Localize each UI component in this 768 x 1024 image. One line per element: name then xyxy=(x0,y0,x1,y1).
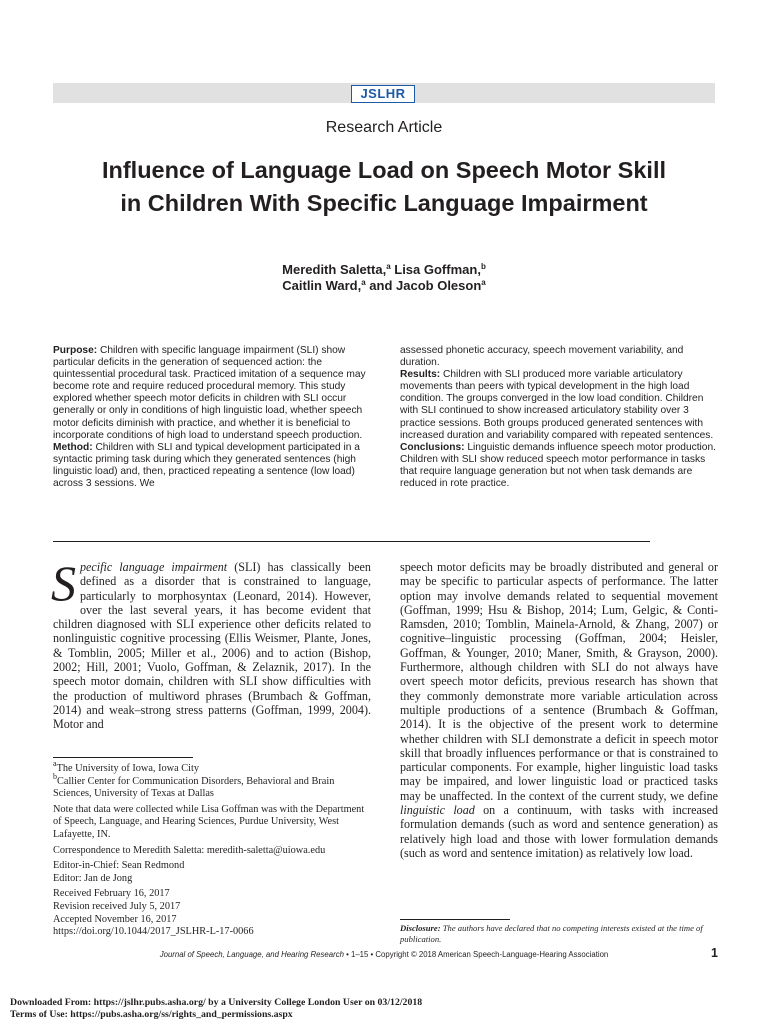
author-oleson: and Jacob Oleson xyxy=(365,278,482,293)
footnotes xyxy=(53,759,371,942)
page-number: 1 xyxy=(711,946,718,960)
affiliation-mark: a xyxy=(361,278,366,287)
abstract-conclusions xyxy=(400,442,718,490)
body-italic-term: linguistic load xyxy=(400,803,475,818)
affiliation-text: Callier Center for Communication Disorders, Behavioral and Brain Sciences, University of Texas at Dallas xyxy=(53,775,335,800)
journal-badge: JSLHR xyxy=(351,85,415,103)
abstract-method xyxy=(53,442,371,490)
disclosure-text: The authors have declared that no competing interests existed at the time of publication. xyxy=(400,923,703,944)
editors xyxy=(53,860,371,885)
footnote-rule xyxy=(53,757,193,758)
editor-in-chief: Editor-in-Chief: Sean Redmond xyxy=(53,860,185,872)
purpose-text: Children with specific language impairment (SLI) show particular deficits in the generation of sequenced action: the quintessential procedural task. Practiced imitation of a sequence may become rote and require reduced procedural memory. This study explored whether speech motor deficits in children with SLI occur generally or only in conditions of high linguistic load, whether speech motor deficits diminish with practice, and whether it is beneficial to incorporate conditions of high load to understand speech production. xyxy=(53,345,366,441)
accepted-date: Accepted November 16, 2017 xyxy=(53,913,177,925)
method-label: Method: xyxy=(53,441,93,453)
data-collection-note: Note that data were collected while Lisa Goffman was with the Department of Speech, Language, and Hearing Sciences, Purdue University, West Lafayette, IN. xyxy=(53,803,365,840)
method-text: Children with SLI and typical development participated in a syntactic priming task during which they generated sentences (high linguistic load) and, then, practiced repeating a sentence (low load) across 3 sessions. We xyxy=(53,441,360,490)
abstract-method-continued: assessed phonetic accuracy, speech movement variability, and duration. xyxy=(400,345,684,369)
disclosure xyxy=(400,923,718,945)
results-text: Children with SLI produced more variable articulatory movements than peers with typical development in the high load condition. The groups converged in the low load condition. Children with SLI continued to show increased articulatory stability over 3 practice sessions. Both groups produced generated sentences with increased duration and variability compared with repeated sentences. xyxy=(400,369,714,441)
affiliation-text: The University of Iowa, Iowa City xyxy=(56,763,199,774)
body-left-column xyxy=(51,555,371,732)
drop-cap: S xyxy=(51,555,76,611)
received-date: Received February 16, 2017 xyxy=(53,888,170,900)
body-italic-term: pecific language impairment xyxy=(80,560,228,574)
terms-of-use[interactable]: Terms of Use: https://pubs.asha.org/ss/rights_and_permissions.aspx xyxy=(10,1009,293,1020)
affiliation-mark: b xyxy=(53,771,57,781)
purpose-label: Purpose: xyxy=(53,345,98,356)
affiliation-mark: a xyxy=(53,759,57,768)
author-goffman: Lisa Goffman, xyxy=(390,262,481,277)
body-text: (SLI) has classically been defined as a disorder that is constrained to language, particularly to morphosyntax (Leonard, 2014). However, over the last several years, it has become evident that children diagnosed with SLI experience other deficits related to nonlinguistic cognitive processing (Ellis Weismer, Plante, Jones, & Tomblin, 2005; Miller et al., 2006) and to action (Bishop, 2002; Hill, 2001; Vuolo, Goffman, & Zelaznik, 2017). In the speech motor domain, children with SLI show difficulties with the production of multiword phrases (Brumbach & Goffman, 2014) and weak–strong stress patterns (Goffman, 1999, 2004). Motor and xyxy=(53,560,371,732)
revision-date: Revision received July 5, 2017 xyxy=(53,900,181,912)
journal-name: Journal of Speech, Language, and Hearing Research xyxy=(159,950,344,959)
affiliation-mark: a xyxy=(386,262,391,271)
doi-link[interactable]: https://doi.org/10.1044/2017_JSLHR-L-17-0066 xyxy=(53,926,254,938)
affiliation-mark: b xyxy=(480,262,486,271)
body-paragraph xyxy=(400,560,718,860)
results-label: Results: xyxy=(400,369,441,381)
abstract-purpose xyxy=(53,345,371,442)
abstract-left-column xyxy=(53,345,371,490)
abstract-right-column xyxy=(400,345,718,490)
article-type: Research Article xyxy=(325,119,443,136)
download-notice xyxy=(10,997,422,1021)
conclusions-label: Conclusions: xyxy=(400,441,465,453)
article-title: Influence of Language Load on Speech Motor Skill in Children With Specific Language Impairment xyxy=(101,157,667,216)
disclosure-rule xyxy=(400,919,510,920)
running-footer xyxy=(0,950,768,959)
abstract-results xyxy=(400,369,718,442)
copyright-line: • 1–15 • Copyright © 2018 American Speech-Language-Hearing Association xyxy=(343,950,609,959)
author-ward: Caitlin Ward, xyxy=(282,278,362,293)
conclusions-text: Linguistic demands influence speech motor production. Children with SLI show reduced speech motor performance in tasks that require language generation but not when task demands are reduced in rote practice. xyxy=(400,441,716,490)
editor: Editor: Jan de Jong xyxy=(53,872,133,884)
author-saletta: Meredith Saletta, xyxy=(282,262,387,277)
abstract-divider xyxy=(53,541,650,542)
body-right-column xyxy=(400,560,718,860)
body-paragraph xyxy=(51,555,371,732)
body-text: on a continuum, with tasks with increased formulation demands (such as word and sentence generation) as relatively high load and those with lower formulation demands (such as word and sentence imitation) as relatively low load. xyxy=(400,803,718,860)
disclosure-label: Disclosure: xyxy=(400,923,441,933)
affiliation-a xyxy=(53,759,371,801)
correspondence: Correspondence to Meredith Saletta: meredith-saletta@uiowa.edu xyxy=(53,844,326,856)
affiliation-mark: a xyxy=(481,278,486,287)
download-source: Downloaded From: https://jslhr.pubs.asha.org/ by a University College London User on 03/12/2018 xyxy=(10,997,423,1008)
body-text: speech motor deficits may be broadly distributed and general or may be specific to particular aspects of performance. The latter option may involve demands related to sequential movement (Goffman, 1999; Hsu & Bishop, 2014; Lum, Gelgic, & Conti-Ramsden, 2010; Tomblin, Mainela-Arnold, & Zhang, 2007) or cognitive–linguistic processing (Goffman, 2004; Heisler, Goffman, & Younger, 2010; Maner, Smith, & Grayson, 2000). Furthermore, although children with SLI do not always have overt speech motor deficits, previous research has shown that they commonly demonstrate more variable articulation across multiple productions of a sentence (Brumbach & Goffman, 2014). It is the objective of the present work to determine whether children with SLI demonstrate a deficit in speech motor skill that broadly influences performance or that is constrained to particular components. For example, higher linguistic load tasks may be impaired, and lower linguistic load or practiced tasks may be unaffected. In the context of the current study, we define xyxy=(400,560,718,803)
history xyxy=(53,888,371,938)
author-line-2 xyxy=(0,278,768,293)
author-line-1 xyxy=(0,262,768,277)
